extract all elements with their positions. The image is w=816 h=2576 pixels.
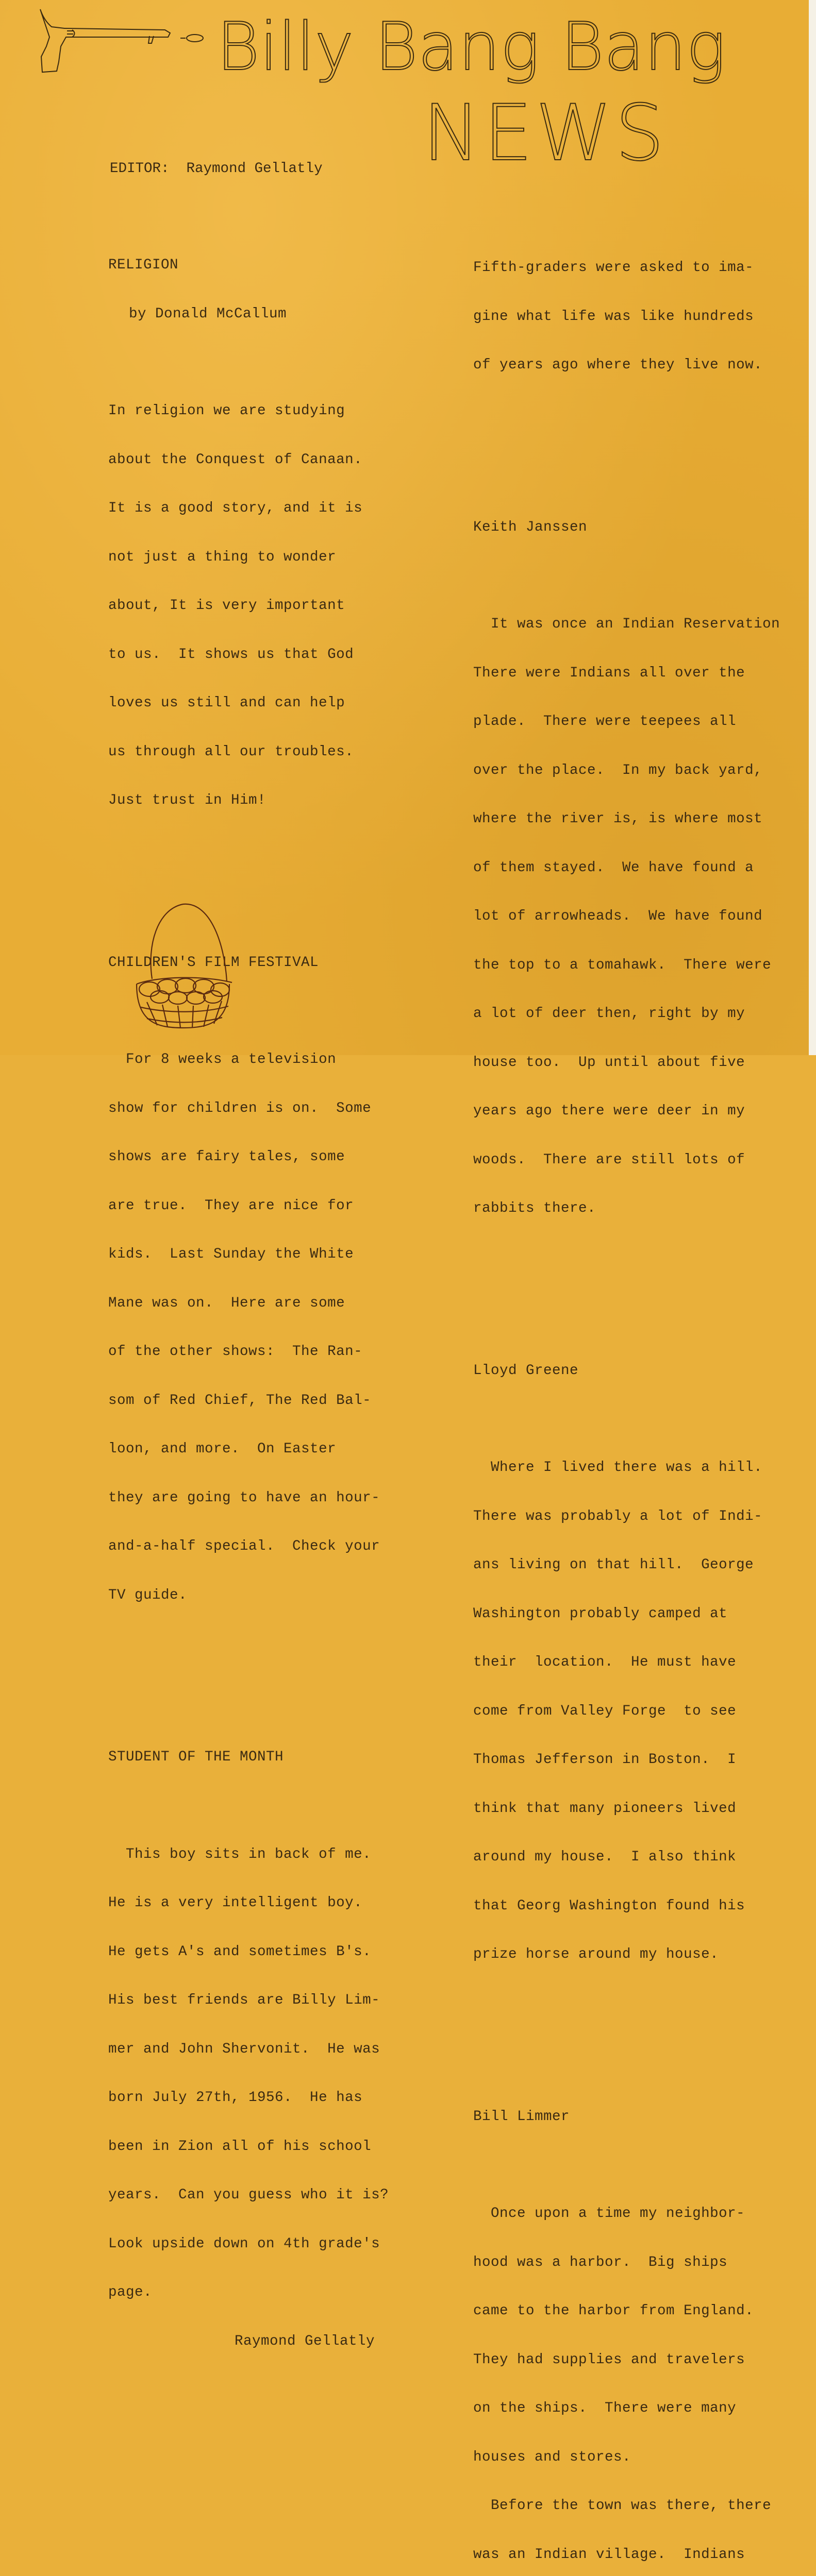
article-line: not just a thing to wonder [108, 549, 389, 566]
student-signature: Raymond Gellatly [108, 2333, 389, 2350]
masthead-title-line2: NEWS [423, 89, 668, 178]
article-line: show for children is on. Some [108, 1100, 389, 1117]
article-line: There was probably a lot of Indi- [473, 1509, 780, 1525]
article-line: He gets A's and sometimes B's. [108, 1944, 389, 1960]
article-line: It is a good story, and it is [108, 500, 389, 517]
article-line: born July 27th, 1956. He has [108, 2090, 389, 2106]
article-line: This boy sits in back of me. [108, 1846, 389, 1863]
student-heading: STUDENT OF THE MONTH [108, 1749, 389, 1766]
author-name: Keith Janssen [473, 519, 780, 536]
article-line: It was once an Indian Reservation [473, 616, 780, 633]
article-line: of them stayed. We have found a [473, 860, 780, 876]
article-line: Where I lived there was a hill. [473, 1460, 780, 1476]
easter-basket-illustration [126, 899, 245, 1036]
editor-credit: EDITOR: Raymond Gellatly [110, 161, 323, 177]
article-line: been in Zion all of his school [108, 2139, 389, 2155]
article-line: years ago there were deer in my [473, 1103, 780, 1120]
article-line: around my house. I also think [473, 1849, 780, 1866]
author-name: Bill Limmer [473, 2109, 780, 2125]
religion-byline: by Donald McCallum [108, 306, 389, 323]
article-line: about, It is very important [108, 598, 389, 614]
article-line: about the Conquest of Canaan. [108, 452, 389, 468]
article-line: came to the harbor from England. [473, 2303, 780, 2319]
article-line: was an Indian village. Indians [473, 2547, 780, 2563]
article-line: house too. Up until about five [473, 1055, 780, 1071]
article-line: and-a-half special. Check your [108, 1538, 389, 1555]
student-of-month-article [108, 1717, 389, 2382]
article-line: They had supplies and travelers [473, 2352, 780, 2368]
article-line: of the other shows: The Ran- [108, 1344, 389, 1360]
article-line: prize horse around my house. [473, 1946, 780, 1963]
masthead-title-line1: Billy Bang Bang [217, 9, 726, 86]
article-line: plade. There were teepees all [473, 714, 780, 730]
bill-limmer-story [473, 2076, 780, 2576]
article-line: page. [108, 2284, 389, 2301]
keith-janssen-story [473, 487, 780, 1249]
article-line: on the ships. There were many [473, 2400, 780, 2417]
left-column [108, 192, 389, 2414]
article-line: som of Red Chief, The Red Bal- [108, 1393, 389, 1409]
article-line: Mane was on. Here are some [108, 1295, 389, 1312]
article-line: mer and John Shervonit. He was [108, 2041, 389, 2058]
author-name: Lloyd Greene [473, 1363, 780, 1379]
article-line: Before the town was there, there [473, 2498, 780, 2514]
article-line: Once upon a time my neighbor- [473, 2206, 780, 2222]
article-line: us through all our troubles. [108, 744, 389, 760]
article-line: lot of arrowheads. We have found [473, 908, 780, 925]
article-line: kids. Last Sunday the White [108, 1246, 389, 1263]
basket-icon [126, 899, 245, 1033]
article-line: years. Can you guess who it is? [108, 2187, 389, 2204]
article-line: ans living on that hill. George [473, 1557, 780, 1573]
article-line: of years ago where they live now. [473, 357, 780, 374]
article-line: houses and stores. [473, 2449, 780, 2466]
article-line: TV guide. [108, 1587, 389, 1604]
newsletter-page [0, 0, 816, 1055]
religion-heading: RELIGION [108, 257, 389, 274]
article-line: hood was a harbor. Big ships [473, 2255, 780, 2271]
article-line: come from Valley Forge to see [473, 1703, 780, 1720]
article-line: loves us still and can help [108, 695, 389, 711]
article-line: He is a very intelligent boy. [108, 1895, 389, 1911]
article-line: Thomas Jefferson in Boston. I [473, 1752, 780, 1768]
article-line: In religion we are studying [108, 403, 389, 419]
article-line: they are going to have an hour- [108, 1490, 389, 1506]
article-line: His best friends are Billy Lim- [108, 1992, 389, 2009]
article-line: For 8 weeks a television [108, 1052, 389, 1068]
lloyd-greene-story [473, 1330, 780, 1995]
article-line: rabbits there. [473, 1200, 780, 1217]
article-line: to us. It shows us that God [108, 647, 389, 663]
article-line: think that many pioneers lived [473, 1801, 780, 1817]
right-column [473, 195, 780, 2576]
masthead [15, 0, 737, 170]
article-line: Just trust in Him! [108, 792, 389, 809]
fifth-grade-intro [473, 227, 780, 406]
article-line: over the place. In my back yard, [473, 762, 780, 779]
article-line: Fifth-graders were asked to ima- [473, 260, 780, 276]
article-line: Washington probably camped at [473, 1606, 780, 1622]
page-edge [809, 0, 816, 1055]
article-line: gine what life was like hundreds [473, 309, 780, 325]
article-line: Look upside down on 4th grade's [108, 2236, 389, 2252]
article-line: There were Indians all over the [473, 665, 780, 682]
masthead-drawing [15, 0, 737, 170]
article-line: that Georg Washington found his [473, 1898, 780, 1914]
religion-article [108, 225, 389, 841]
article-line: a lot of deer then, right by my [473, 1006, 780, 1022]
pistol-icon [40, 9, 203, 72]
article-line: woods. There are still lots of [473, 1152, 780, 1168]
film-heading: CHILDREN'S FILM FESTIVAL [108, 955, 389, 971]
article-line: the top to a tomahawk. There were [473, 957, 780, 974]
article-line: shows are fairy tales, some [108, 1149, 389, 1165]
article-line: are true. They are nice for [108, 1198, 389, 1214]
article-line: loon, and more. On Easter [108, 1441, 389, 1458]
article-line: their location. He must have [473, 1654, 780, 1671]
article-line: where the river is, is where most [473, 811, 780, 827]
